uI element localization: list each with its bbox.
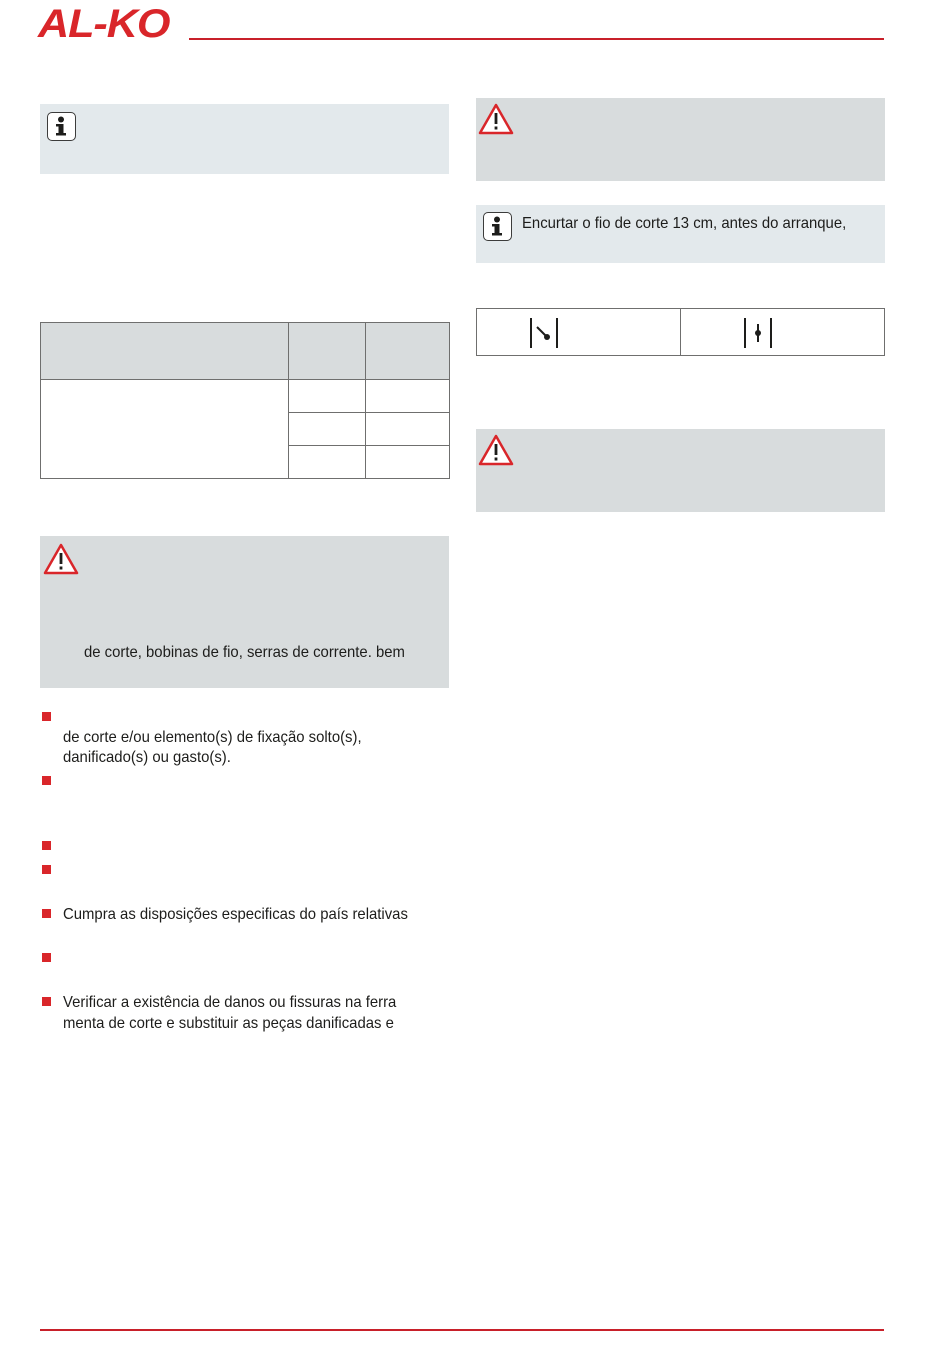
- spec-table: [40, 322, 450, 479]
- info-icon: [483, 212, 512, 241]
- bullet-marker: [42, 776, 51, 785]
- list-item-line: danificado(s) ou gasto(s).: [63, 749, 231, 766]
- warning-icon: [478, 434, 514, 466]
- warning-box-text: de corte, bobinas de fio, serras de corrente. bem: [84, 644, 405, 661]
- list-item-line: de corte e/ou elemento(s) de fixação solto(s),: [63, 729, 362, 746]
- list-item-line: Verificar a existência de danos ou fissuras na ferra: [63, 994, 397, 1011]
- warning-icon: [43, 543, 79, 575]
- header-rule: [189, 38, 884, 40]
- warning-icon: [478, 103, 514, 135]
- footer-rule: [40, 1329, 884, 1331]
- info-box: [40, 104, 449, 174]
- throttle-start-icon: [529, 318, 561, 348]
- bullet-marker: [42, 953, 51, 962]
- table-cell: [366, 413, 450, 446]
- table-cell: [366, 380, 450, 413]
- symbol-table: [476, 308, 885, 356]
- warning-box: [40, 536, 449, 688]
- table-cell: [289, 446, 366, 479]
- table-row-label: [41, 380, 289, 479]
- list-item-line: menta de corte e substituir as peças danificadas e: [63, 1015, 394, 1032]
- list-item-line: Cumpra as disposições especificas do país relativas: [63, 906, 408, 923]
- table-header-cell: [41, 323, 289, 380]
- throttle-run-icon: [743, 318, 775, 348]
- bullet-marker: [42, 841, 51, 850]
- table-cell: [366, 446, 450, 479]
- info-icon: [47, 112, 76, 141]
- bullet-marker: [42, 997, 51, 1006]
- warning-box: [476, 429, 885, 512]
- symbol-cell: [477, 309, 681, 356]
- table-header-cell: [366, 323, 450, 380]
- bullet-marker: [42, 712, 51, 721]
- warning-box: [476, 98, 885, 181]
- info-box-text: Encurtar o fio de corte 13 cm, antes do arranque,: [522, 215, 847, 232]
- info-box: [476, 205, 885, 263]
- bullet-marker: [42, 909, 51, 918]
- symbol-cell: [681, 309, 885, 356]
- table-header-cell: [289, 323, 366, 380]
- brand-logo: AL-KO: [38, 2, 170, 46]
- table-cell: [289, 413, 366, 446]
- table-cell: [289, 380, 366, 413]
- bullet-marker: [42, 865, 51, 874]
